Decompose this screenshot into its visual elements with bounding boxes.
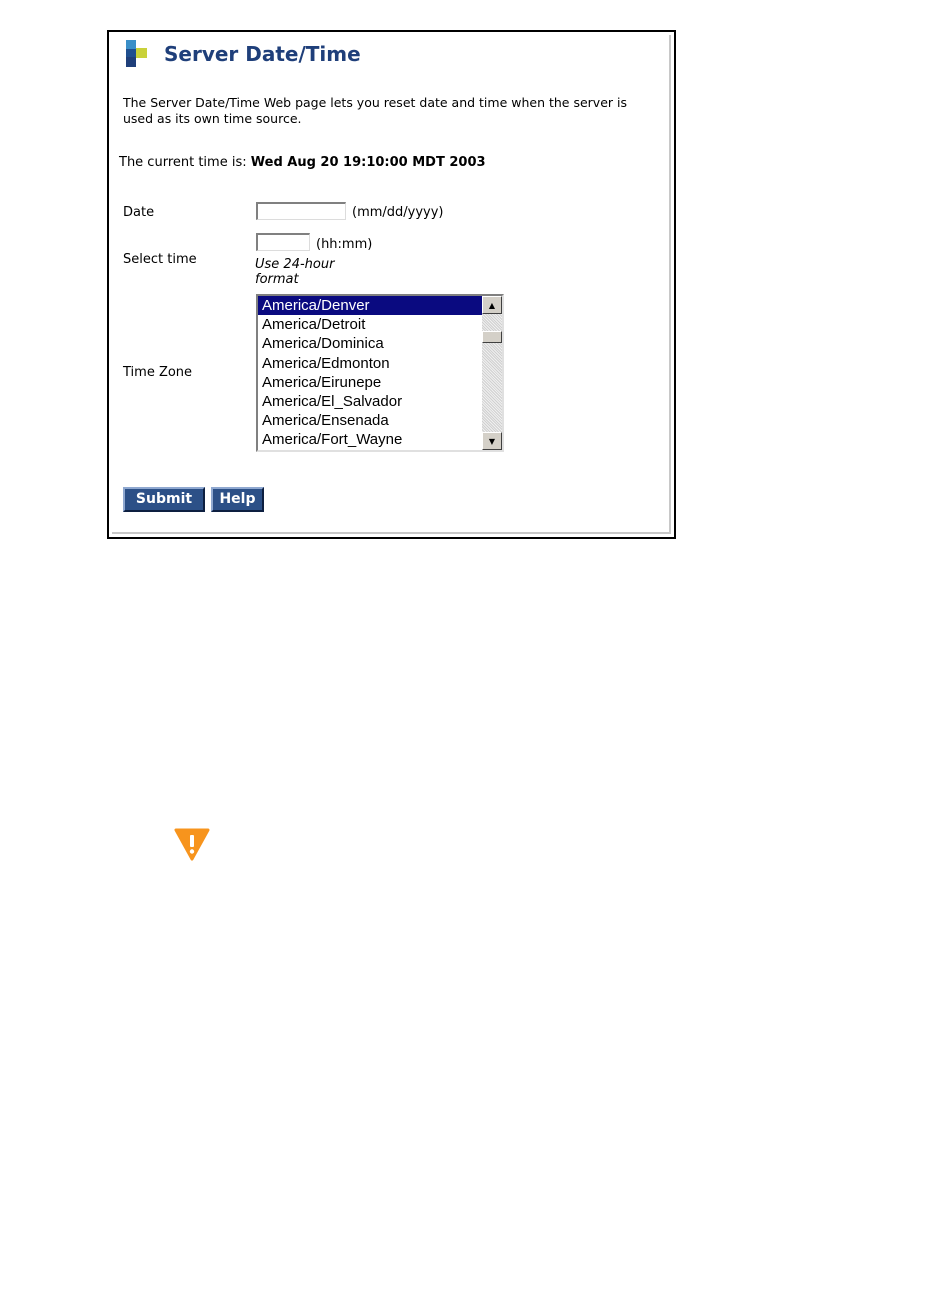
timezone-label: Time Zone [123, 365, 193, 380]
scroll-up-arrow-icon[interactable]: ▲ [482, 296, 502, 314]
help-button[interactable]: Help [211, 487, 264, 512]
page-title: Server Date/Time [164, 42, 361, 66]
date-label: Date [123, 205, 155, 220]
server-datetime-panel [107, 30, 676, 539]
timezone-options [258, 296, 482, 450]
current-time-value: Wed Aug 20 19:10:00 MDT 2003 [250, 155, 486, 170]
timezone-option[interactable]: America/Eirunepe [262, 373, 382, 391]
timezone-option[interactable]: America/Ensenada [262, 412, 389, 430]
intro-text: The Server Date/Time Web page lets you reset date and time when the server is used as its own time source. [123, 95, 627, 126]
time-input[interactable] [256, 233, 310, 251]
date-input[interactable] [256, 202, 346, 220]
time-label: Select time [123, 252, 197, 267]
submit-button[interactable]: Submit [123, 487, 205, 512]
timezone-option[interactable]: America/Detroit [262, 316, 366, 334]
timezone-option[interactable]: America/El_Salvador [262, 392, 403, 410]
timezone-scrollbar[interactable] [482, 296, 502, 450]
timezone-option[interactable]: America/Fort_Wayne [262, 431, 403, 449]
current-time [119, 155, 486, 170]
timezone-option[interactable]: America/Edmonton [262, 354, 390, 372]
current-time-label: The current time is: [119, 155, 247, 170]
time-format-note: Use 24-hour format [255, 257, 335, 287]
timezone-listbox[interactable] [256, 294, 504, 452]
server-logo-icon [124, 40, 148, 68]
timezone-option[interactable]: America/Dominica [262, 335, 384, 353]
timezone-option[interactable]: America/Denver [258, 296, 482, 315]
scroll-thumb[interactable] [482, 331, 502, 343]
warning-icon [174, 828, 210, 861]
date-format-hint: (mm/dd/yyyy) [352, 205, 444, 220]
scroll-down-arrow-icon[interactable]: ▼ [482, 432, 502, 450]
time-format-hint: (hh:mm) [316, 237, 373, 252]
